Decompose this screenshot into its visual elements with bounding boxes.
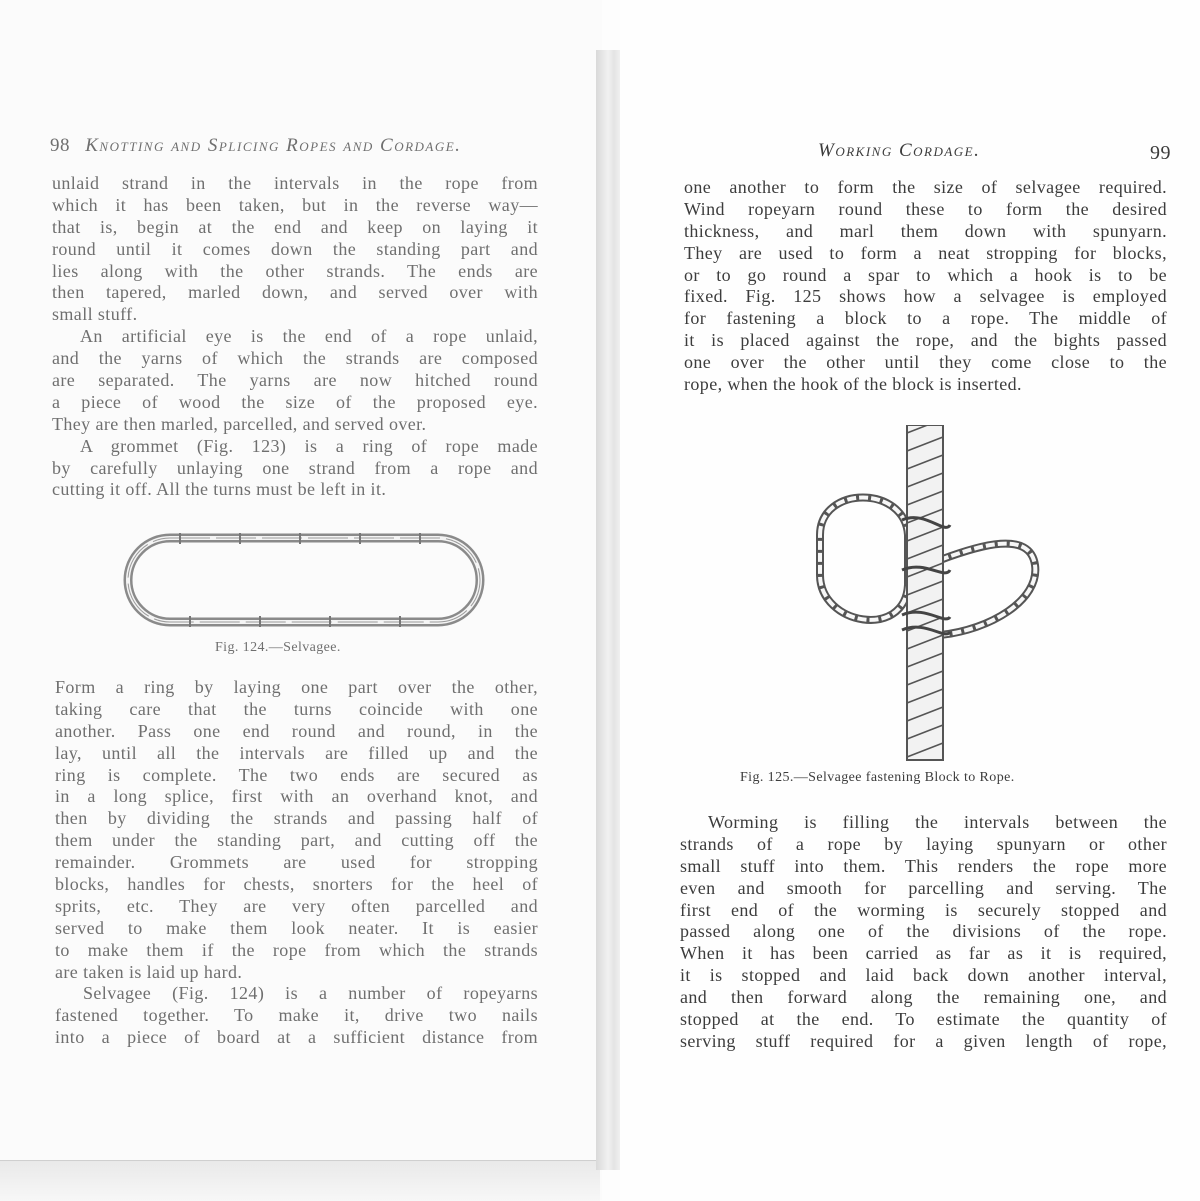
text-line: They are used to form a neat stropping for blocks, <box>684 242 1167 263</box>
page-edge <box>0 1160 600 1201</box>
right-page <box>620 0 1200 1200</box>
text-line: another. Pass one end round and round, in the <box>55 720 538 741</box>
text-line: lay, until all the intervals are filled up and the <box>55 742 538 763</box>
text-line: They are then marled, parcelled, and served over. <box>52 413 427 434</box>
text-line: one over the other until they come close to the <box>684 352 1167 373</box>
text-line: lies along with the other strands. The ends are <box>52 260 538 281</box>
paragraph <box>52 436 538 502</box>
text-line: then tapered, marled down, and served over with <box>52 282 538 303</box>
text-line: small stuff into them. This renders the rope more <box>680 855 1167 876</box>
figure-caption: Fig. 125.—Selvagee fastening Block to Rope. <box>740 770 1015 785</box>
text-line: unlaid strand in the intervals in the rope from <box>52 173 538 193</box>
figure-caption: Fig. 124.—Selvagee. <box>215 640 341 655</box>
text-line: are separated. The yarns are now hitched round <box>52 370 538 391</box>
text-line: it is placed against the rope, and the bights passed <box>684 330 1167 351</box>
text-line: them under the standing part, and cutting off the <box>55 830 538 851</box>
running-head <box>50 135 461 157</box>
selvagee-figure <box>120 528 490 633</box>
text-line: sprits, etc. They are very often parcelled and <box>55 895 538 916</box>
page-number: 99 <box>1150 142 1171 164</box>
text-line: for fastening a block to a rope. The middle of <box>684 308 1167 329</box>
page-number: 98 <box>50 135 70 156</box>
paragraph <box>55 677 538 983</box>
text-line: in a long splice, first with an overhand knot, and <box>55 786 538 807</box>
text-line: Selvagee (Fig. 124) is a number of ropeyarns <box>83 983 538 1004</box>
body-text-bottom <box>680 812 1167 1053</box>
text-line: passed along one of the divisions of the rope. <box>680 921 1167 942</box>
text-line: it is stopped and laid back down another interval, <box>680 965 1167 986</box>
paragraph <box>680 812 1167 1053</box>
text-line: When it has been carried as far as it is required, <box>680 943 1167 964</box>
text-line: rope, when the hook of the block is inserted. <box>684 374 1022 395</box>
text-line: serving stuff required for a given length of rope, <box>680 1030 1167 1051</box>
text-line: to make them if the rope from which the strands <box>55 939 538 960</box>
text-line: which it has been taken, but in the reverse way— <box>52 194 538 215</box>
text-line: are taken is laid up hard. <box>55 961 243 982</box>
text-line: ring is complete. The two ends are secured as <box>55 764 538 785</box>
body-text-top <box>684 177 1167 396</box>
text-line: An artificial eye is the end of a rope unlaid, <box>80 326 538 347</box>
paragraph <box>52 326 538 435</box>
paragraph <box>55 983 538 1049</box>
paragraph <box>684 177 1167 396</box>
text-line: small stuff. <box>52 304 138 325</box>
text-line: fixed. Fig. 125 shows how a selvagee is employed <box>684 286 1167 307</box>
text-line: taking care that the turns coincide with one <box>55 698 538 719</box>
text-line: stopped at the end. To estimate the quantity of <box>680 1009 1167 1030</box>
selvagee-block-rope-figure <box>810 425 1050 765</box>
text-line: that is, begin at the end and keep on laying it <box>52 216 538 237</box>
text-line: and the yarns of which the strands are composed <box>52 348 538 369</box>
text-line: fastened together. To make it, drive two nails <box>55 1005 538 1026</box>
text-line: a piece of wood the size of the proposed eye. <box>52 391 538 412</box>
running-head-title: Working Cordage. <box>818 140 981 161</box>
text-line: Form a ring by laying one part over the other, <box>55 677 538 697</box>
text-line: and then forward along the remaining one, and <box>680 987 1167 1008</box>
text-line: cutting it off. All the turns must be left in it. <box>52 479 387 500</box>
text-line: first end of the worming is securely stopped and <box>680 899 1167 920</box>
running-head <box>818 140 980 162</box>
text-line: remainder. Grommets are used for stropping <box>55 852 538 873</box>
text-line: strands of a rope by laying spunyarn or other <box>680 833 1167 854</box>
text-line: round until it comes down the standing part and <box>52 238 538 259</box>
body-text-bottom <box>55 677 538 1049</box>
text-line: Worming is filling the intervals between the <box>708 812 1167 832</box>
text-line: one another to form the size of selvagee required. <box>684 177 1167 197</box>
text-line: blocks, handles for chests, snorters for the heel of <box>55 874 538 895</box>
text-line: by carefully unlaying one strand from a rope and <box>52 457 538 478</box>
text-line: or to go round a spar to which a hook is to be <box>684 264 1167 285</box>
body-text-top <box>52 173 538 501</box>
text-line: served to make them look neater. It is easier <box>55 917 538 938</box>
running-head-title: Knotting and Splicing Ropes and Cordage. <box>85 135 462 156</box>
text-line: A grommet (Fig. 123) is a ring of rope made <box>80 435 538 456</box>
text-line: into a piece of board at a sufficient distance from <box>55 1027 538 1048</box>
paragraph <box>52 173 538 326</box>
text-line: Wind ropeyarn round these to form the desired <box>684 198 1167 219</box>
text-line: even and smooth for parcelling and serving. The <box>680 877 1167 898</box>
text-line: then by dividing the strands and passing half of <box>55 808 538 829</box>
text-line: thickness, and marl them down with spunyarn. <box>684 220 1167 241</box>
